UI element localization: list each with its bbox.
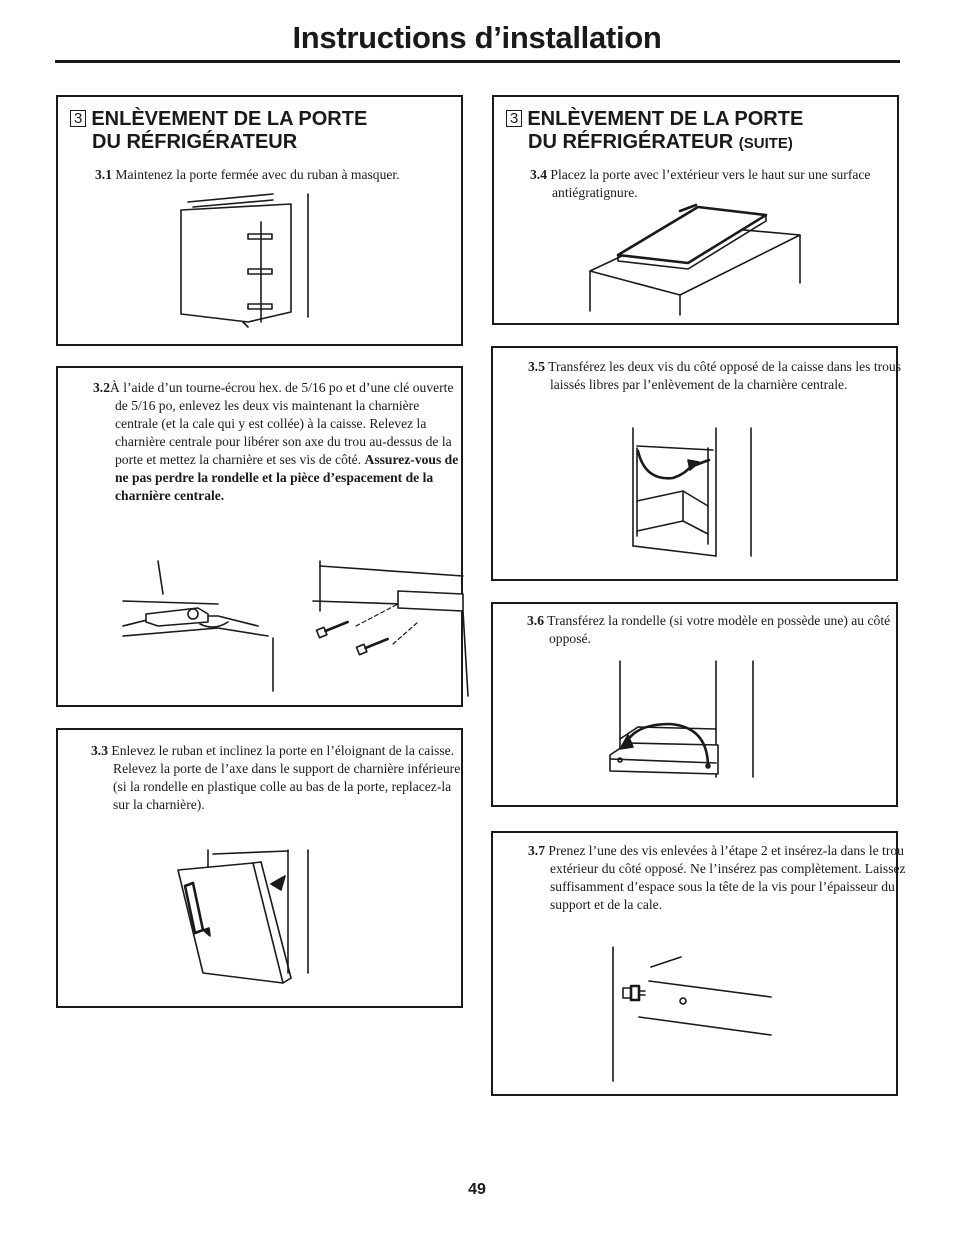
screw-transfer-illustration	[623, 426, 758, 561]
step-3-4-panel	[492, 95, 899, 325]
section-title-line2: DU RÉFRIGÉRATEUR	[92, 131, 298, 153]
page-title: Instructions d’installation	[292, 20, 662, 55]
step-3-1-panel	[56, 95, 463, 346]
section-header-right	[506, 108, 803, 155]
door-on-surface-illustration	[588, 203, 803, 318]
door-taped-illustration	[173, 192, 333, 332]
step-3-2-panel	[56, 366, 463, 707]
step-3-5-panel	[491, 346, 902, 581]
step-3-1-text: 3.1 Maintenez la porte fermée avec du ruban à masquer.	[95, 167, 400, 182]
section-title-line2: DU RÉFRIGÉRATEUR	[528, 131, 734, 153]
step-3-7-panel	[491, 831, 906, 1096]
section-title-line1: ENLÈVEMENT DE LA PORTE	[91, 108, 368, 130]
step-3-5-text: 3.5 Transférez les deux vis du côté opposé de la caisse dans les trous laissés libres par l’enlèvement de la charnière centrale.	[528, 359, 902, 392]
door-tilt-illustration	[173, 848, 343, 993]
step-3-6-text: 3.6 Transférez la rondelle (si votre modèle en possède une) au côté opposé.	[527, 613, 891, 646]
section-title-line1: ENLÈVEMENT DE LA PORTE	[527, 108, 804, 130]
step-3-6-panel	[491, 602, 898, 807]
title-rule	[55, 60, 900, 63]
washer-transfer-illustration	[608, 659, 758, 789]
step-3-3-panel	[56, 728, 463, 1008]
section-number: 3	[70, 110, 86, 127]
page-number: 49	[468, 1181, 486, 1198]
section-number: 3	[506, 110, 522, 127]
step-3-3-text: 3.3 Enlevez le ruban et inclinez la porte en l’éloignant de la caisse. Relevez la porte de l’axe dans le support de charnière inférieure (si la rondelle en plastique colle au bas de la porte, replacez-la sur la charnière).	[91, 743, 461, 812]
section-header-left	[70, 108, 367, 154]
step-3-4-text: 3.4 Placez la porte avec l’extérieur vers le haut sur une surface antiégratignure.	[530, 167, 871, 200]
step-3-2-text: 3.2À l’aide d’un tourne-écrou hex. de 5/16 po et d’une clé ouverte de 5/16 po, enlevez les deux vis maintenant la charnière centrale (et la cale qui y est collée) à la caisse. Relevez la charnière centrale pour libérer son axe du trou au-dessus de la porte et mettez la charnière et ses vis de côté. Assurez-vous de ne pas perdre la rondelle et la pièce d’espacement de la charnière centrale.	[93, 380, 459, 503]
center-hinge-removal-illustration	[118, 556, 428, 696]
screw-insert-illustration	[611, 945, 781, 1085]
step-3-7-text: 3.7 Prenez l’une des vis enlevées à l’étape 2 et insérez-la dans le trou extérieur du côté opposé. Ne l’insérez pas complètement. Laissez suffisamment d’espace sous la tête de la vis pour l’épaisseur du support et de la cale.	[528, 843, 906, 912]
section-title-suffix: (SUITE)	[738, 135, 793, 152]
